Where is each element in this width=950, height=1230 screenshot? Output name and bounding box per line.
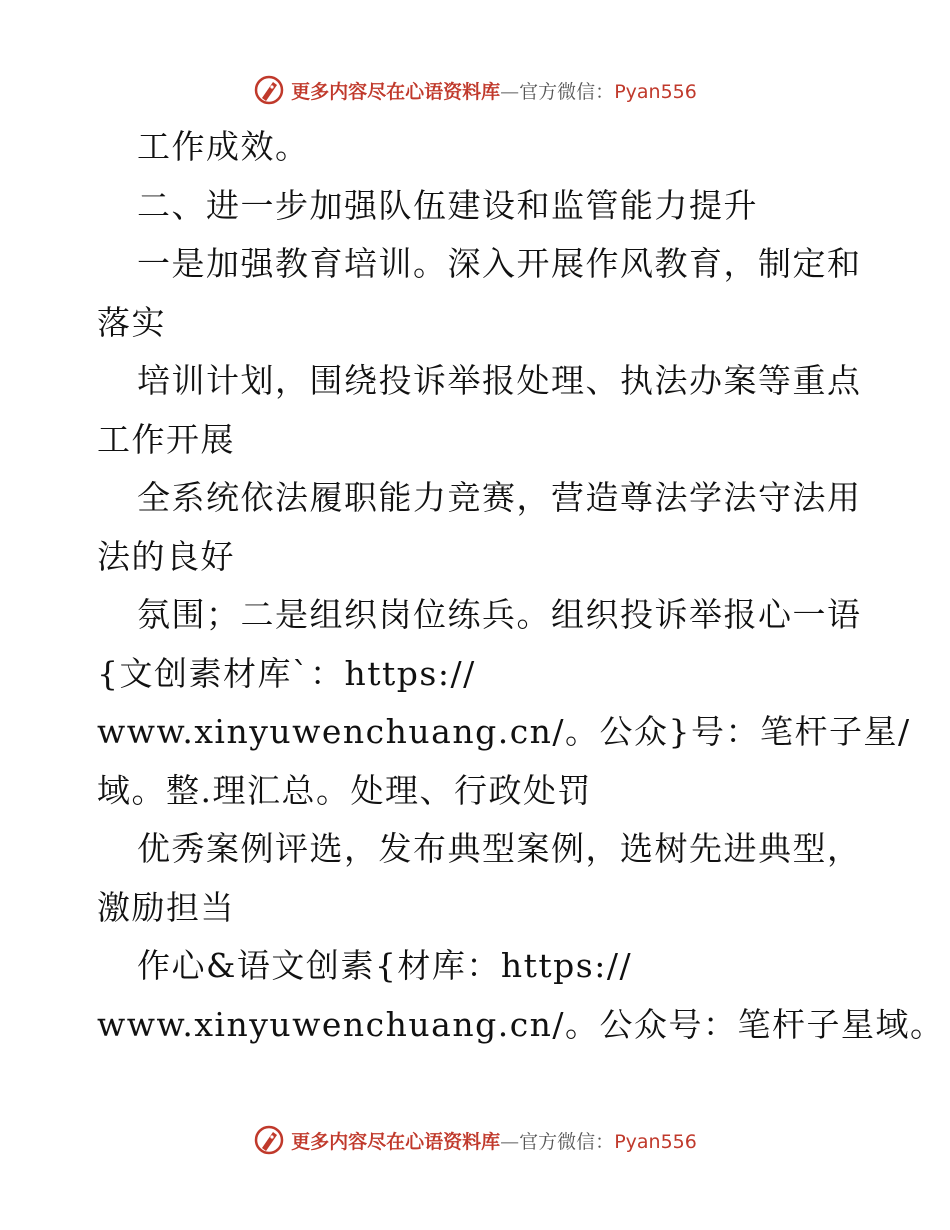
footer-banner-inner (253, 1124, 697, 1156)
footer-banner-text (291, 1127, 697, 1154)
paragraph-line: 氛围；二是组织岗位练兵。组织投诉举报心一语 (137, 595, 862, 634)
paragraph-line: 法的良好 (97, 536, 235, 576)
footer-banner-main: 更多内容尽在心语资料库 (291, 1130, 501, 1153)
paragraph-line: www.xinyuwenchuang.cn/。公众}号：笔杆子星/ (97, 712, 911, 751)
header-banner-wechat: 官方微信： (519, 80, 615, 103)
section-heading: 二、进一步加强队伍建设和监管能力提升 (137, 185, 758, 225)
paragraph-line: 工作成效。 (137, 127, 310, 166)
paragraph-line: 激励担当 (97, 887, 235, 927)
paragraph-line: 一是加强教育培训。深入开展作风教育，制定和 (137, 244, 862, 283)
header-banner-inner (253, 74, 697, 106)
header-banner-id: Pyan556 (614, 80, 697, 103)
footer-banner-dash: — (500, 1130, 520, 1153)
header-banner-dash: — (500, 80, 520, 103)
paragraph-line: 落实 (97, 302, 166, 342)
paragraph-line: 工作开展 (97, 419, 235, 459)
paragraph-line: 全系统依法履职能力竞赛，营造尊法学法守法用 (137, 478, 862, 517)
paragraph-line: 优秀案例评选，发布典型案例，选树先进典型， (137, 829, 862, 868)
footer-banner-wechat: 官方微信： (519, 1130, 615, 1153)
pen-nib-logo-icon (253, 1124, 285, 1156)
footer-banner (0, 1120, 950, 1160)
paragraph-line: 培训计划，围绕投诉举报处理、执法办案等重点 (137, 361, 862, 400)
paragraph-line: 域。整.理汇总。处理、行政处罚 (97, 770, 592, 810)
header-banner (0, 70, 950, 110)
paragraph-line: {文创素材库`：https:// (97, 653, 476, 693)
header-banner-main: 更多内容尽在心语资料库 (291, 80, 501, 103)
pen-nib-logo-icon (253, 74, 285, 106)
footer-banner-id: Pyan556 (614, 1130, 697, 1153)
header-banner-text (291, 77, 697, 104)
paragraph-line: 作心&语文创素{材库：https:// (137, 946, 633, 985)
document-body (97, 118, 945, 1054)
paragraph-line: www.xinyuwenchuang.cn/。公众号：笔杆子星域。 (97, 1004, 945, 1044)
